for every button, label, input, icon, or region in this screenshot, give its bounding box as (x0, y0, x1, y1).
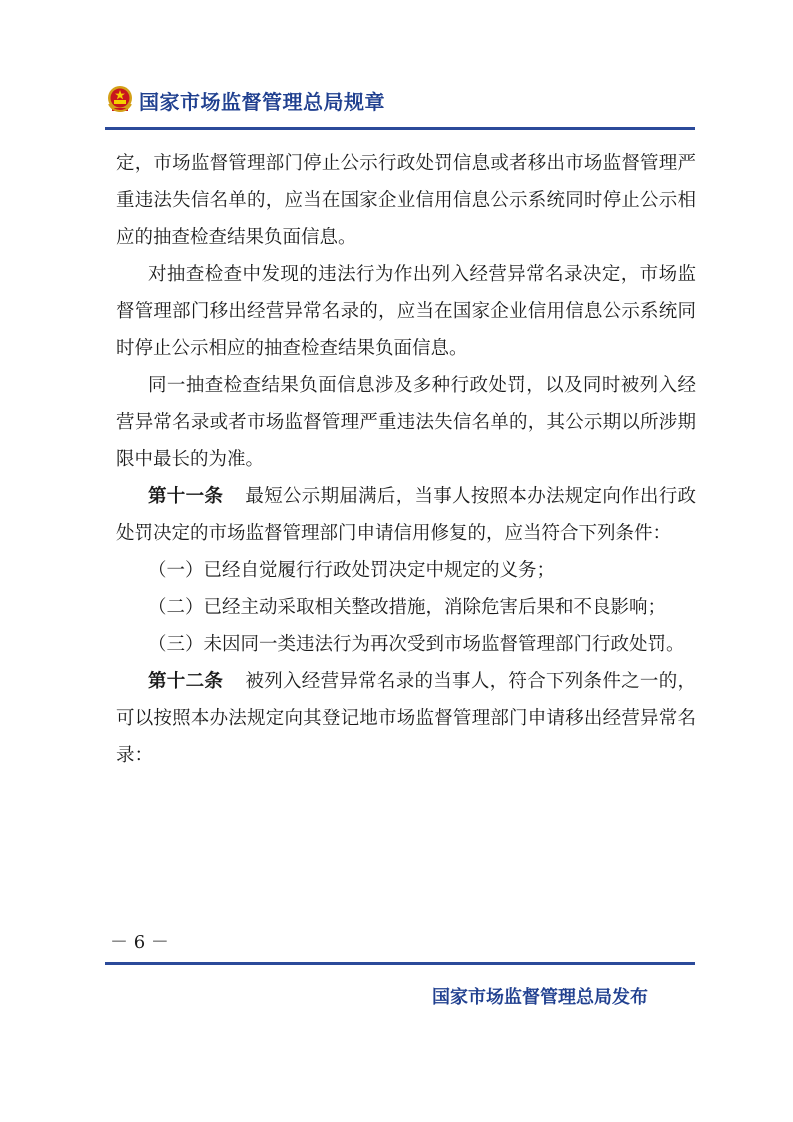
page-header (105, 82, 695, 122)
list-item: （一）已经自觉履行行政处罚决定中规定的义务； (148, 560, 556, 581)
article-heading: 第十二条 (148, 671, 224, 692)
article-paragraph (116, 663, 696, 774)
list-item: （三）未因同一类违法行为再次受到市场监督管理部门行政处罚。 (148, 634, 685, 655)
paragraph: 对抽查检查中发现的违法行为作出列入经营异常名录决定，市场监督管理部门移出经营异常名录的，应当在国家企业信用信息公示系统同时停止公示相应的抽查检查结果负面信息。 (116, 264, 696, 359)
header-divider (105, 127, 695, 130)
article-text: 最短公示期届满后，当事人按照本办法规定向作出行政处罚决定的市场监督管理部门申请信用修复的，应当符合下列条件： (116, 486, 696, 544)
list-item: （二）已经主动采取相关整改措施，消除危害后果和不良影响； (148, 597, 667, 618)
paragraph: 同一抽查检查结果负面信息涉及多种行政处罚，以及同时被列入经营异常名录或者市场监督管理严重违法失信名单的，其公示期以所涉期限中最长的为准。 (116, 375, 696, 470)
footer-divider (105, 962, 695, 965)
footer-publisher: 国家市场监督管理总局发布 (432, 987, 648, 1008)
header-title: 国家市场监督管理总局规章 (139, 90, 385, 114)
document-body (116, 145, 696, 774)
page-number: － 6 － (110, 932, 169, 953)
paragraph: 定，市场监督管理部门停止公示行政处罚信息或者移出市场监督管理严重违法失信名单的，应当在国家企业信用信息公示系统同时停止公示相应的抽查检查结果负面信息。 (116, 153, 696, 248)
article-text: 被列入经营异常名录的当事人，符合下列条件之一的，可以按照本办法规定向其登记地市场监督管理部门申请移出经营异常名录： (116, 671, 696, 766)
article-paragraph (116, 478, 696, 552)
article-heading: 第十一条 (148, 486, 224, 507)
national-emblem-icon (105, 84, 135, 114)
